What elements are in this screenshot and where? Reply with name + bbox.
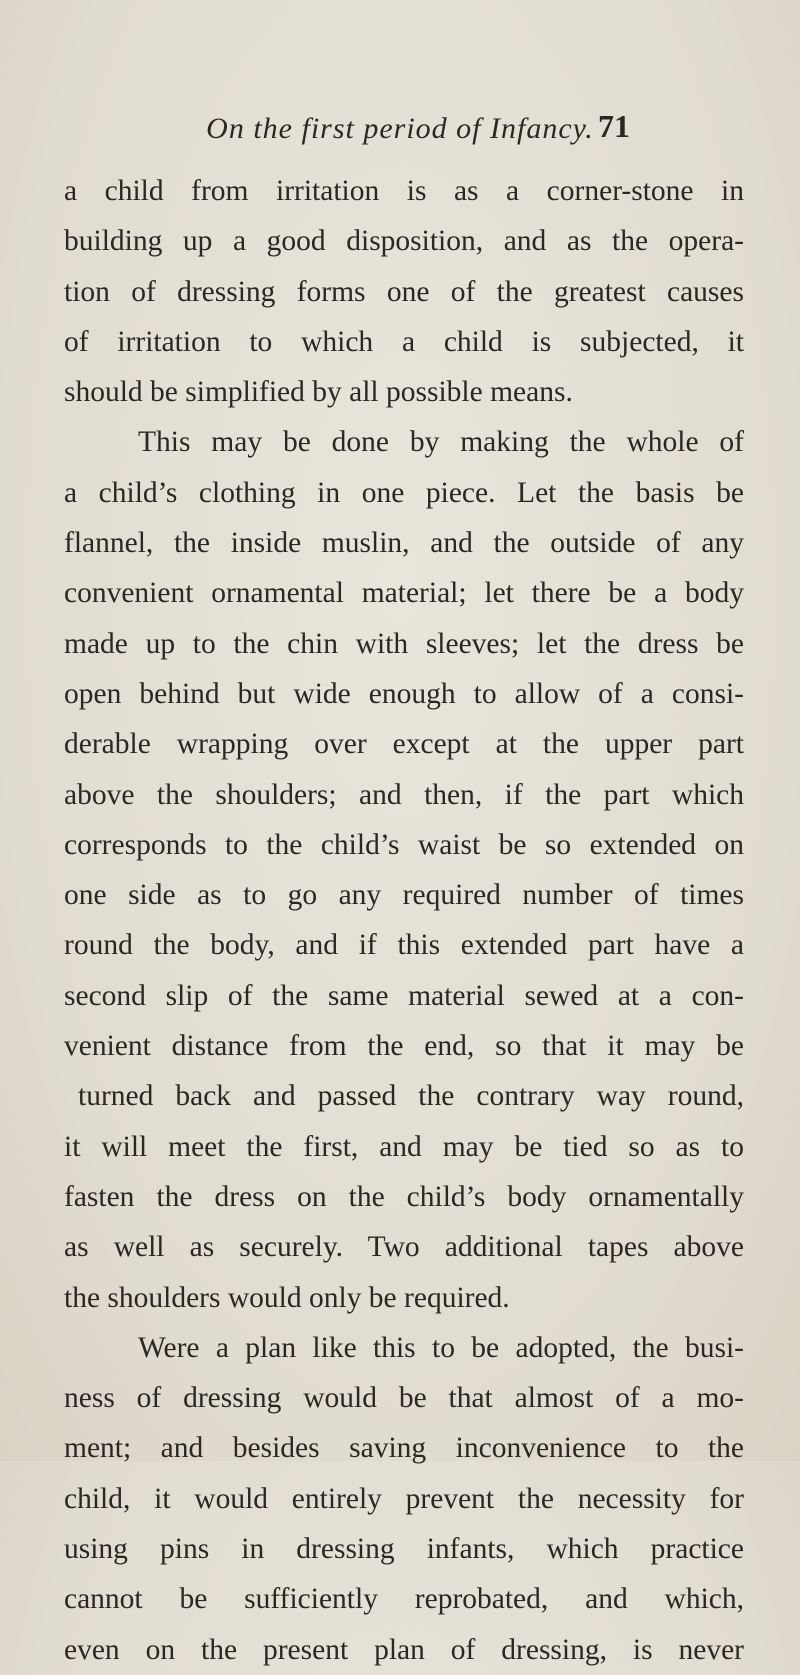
text-line: even on the present plan of dressing, is never xyxy=(64,1633,744,1666)
text-line: venient distance from the end, so that it may be xyxy=(64,1030,744,1063)
text-line: corresponds to the child’s waist be so extended on xyxy=(64,828,744,861)
text-line: fasten the dress on the child’s body ornamentally xyxy=(64,1180,744,1213)
text-body xyxy=(64,166,744,1675)
text-line: of irritation to which a child is subjected, it xyxy=(64,325,744,358)
running-head xyxy=(150,112,650,152)
paragraph-start-line: Were a plan like this to be adopted, the busi- xyxy=(138,1331,744,1364)
text-line: above the shoulders; and then, if the part which xyxy=(64,778,744,811)
text-line: open behind but wide enough to allow of a consi- xyxy=(64,677,744,710)
paragraph-start-line: This may be done by making the whole of xyxy=(138,426,744,459)
text-line: second slip of the same material sewed at a con- xyxy=(64,979,744,1012)
text-line: a child from irritation is as a corner-stone in xyxy=(64,175,744,207)
text-line: made up to the chin with sleeves; let the dress be xyxy=(64,627,744,660)
running-title: On the first period of Infancy. xyxy=(206,112,594,145)
page-number: 71 xyxy=(598,108,630,144)
text-line: turned back and passed the contrary way round, xyxy=(78,1080,744,1113)
text-line: a child’s clothing in one piece. Let the basis be xyxy=(64,476,744,509)
text-line: building up a good disposition, and as the opera- xyxy=(64,225,744,258)
text-line: it will meet the first, and may be tied so as to xyxy=(64,1130,744,1163)
text-line: ment; and besides saving inconvenience to the xyxy=(64,1432,744,1465)
text-line: derable wrapping over except at the upper part xyxy=(64,728,744,761)
text-line: convenient ornamental material; let there be a body xyxy=(64,577,744,610)
text-line: child, it would entirely prevent the necessity for xyxy=(64,1482,744,1515)
text-line: tion of dressing forms one of the greatest causes xyxy=(64,275,744,308)
text-line: one side as to go any required number of times xyxy=(64,879,744,912)
text-line: as well as securely. Two additional tapes above xyxy=(64,1231,744,1264)
text-line: ness of dressing would be that almost of a mo- xyxy=(64,1382,744,1415)
text-line: flannel, the inside muslin, and the outside of any xyxy=(64,527,744,560)
text-line: round the body, and if this extended part have a xyxy=(64,929,744,962)
text-line: the shoulders would only be required. xyxy=(64,1281,510,1314)
text-line: should be simplified by all possible means. xyxy=(64,376,573,409)
text-line: using pins in dressing infants, which practice xyxy=(64,1533,744,1566)
text-line: cannot be sufficiently reprobated, and which, xyxy=(64,1583,744,1616)
